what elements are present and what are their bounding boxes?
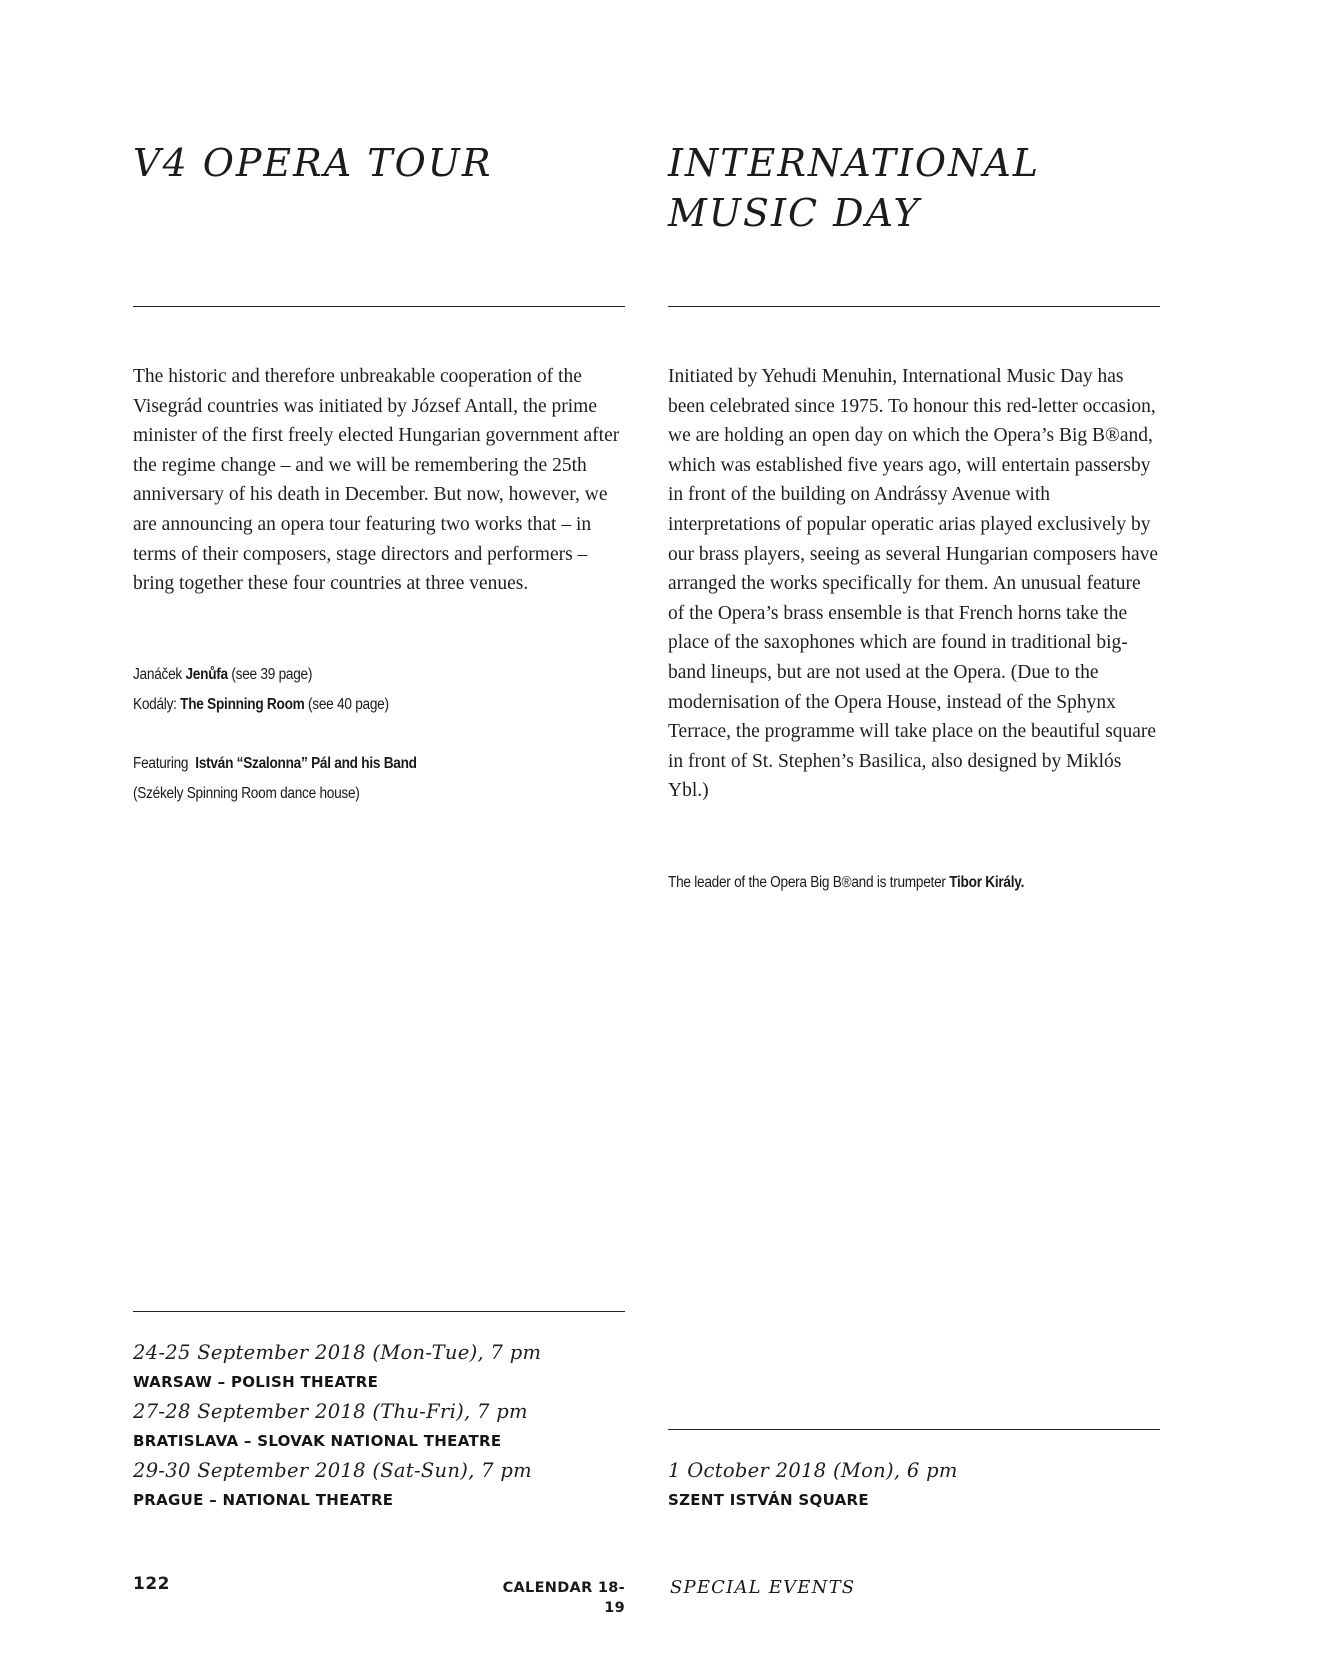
- right-body-text: Initiated by Yehudi Menuhin, International Music Day has been celebrated since 1975. To honour this red-letter occasion, we are holding an open day on which the Opera’s Big B®and, which was established five years ago, will entertain passersby in front of the building on Andrássy Avenue with interpretations of popular operatic arias played exclusively by our brass players, seeing as several Hungarian composers have arranged the works specifically for them. An unusual feature of the Opera’s brass ensemble is that French horns take the place of the saxophones which are found in traditional big-band lineups, but are not used at the Opera. (Due to the modernisation of the Opera House, instead of the Sphynx Terrace, the programme will take place on the beautiful square in front of St. Stephen’s Basilica, also designed by Miklós Ybl.): [668, 366, 1159, 802]
- event-date: 27-28 September 2018 (Thu-Fri), 7 pm: [133, 1400, 528, 1423]
- page-number: 122: [133, 1574, 170, 1594]
- event-venue: BRATISLAVA – SLOVAK NATIONAL THEATRE: [133, 1431, 502, 1450]
- left-title-text: V4 OPERA TOUR: [133, 141, 493, 185]
- event-date: 29-30 September 2018 (Sat-Sun), 7 pm: [133, 1459, 532, 1482]
- right-title-rule: [668, 306, 1160, 307]
- featuring-note: (Székely Spinning Room dance house): [133, 784, 360, 802]
- work-item-spinning-room: [133, 690, 626, 720]
- leader-prefix: The leader of the Opera Big B®and is trumpeter: [668, 874, 950, 891]
- featuring-prefix: Featuring: [133, 755, 196, 772]
- footer-calendar: CALENDAR 18-19: [502, 1580, 625, 1616]
- right-title: [668, 138, 1160, 238]
- featuring-block: [133, 749, 626, 808]
- featuring-line: [133, 749, 626, 779]
- event-venue: PRAGUE – NATIONAL THEATRE: [133, 1490, 394, 1509]
- work-composer: Janáček: [133, 666, 186, 683]
- work-composer: Kodály:: [133, 695, 181, 713]
- left-title-rule: [133, 306, 625, 307]
- work-ref: (see 40 page): [304, 695, 389, 713]
- right-dates: [668, 1456, 958, 1515]
- works-list: [133, 660, 626, 719]
- leader-line: [668, 868, 1161, 898]
- work-title: Jenůfa: [185, 666, 228, 683]
- right-title-line1: INTERNATIONAL: [668, 141, 1041, 185]
- featuring-name: István “Szalonna” Pál and his Band: [195, 755, 417, 772]
- right-title-line2: MUSIC DAY: [668, 191, 921, 235]
- leader-name: Tibor Király.: [949, 874, 1025, 891]
- event-venue: WARSAW – POLISH THEATRE: [133, 1372, 379, 1391]
- event-date: 24-25 September 2018 (Mon-Tue), 7 pm: [133, 1341, 542, 1364]
- left-title: [133, 138, 625, 188]
- left-dates: [133, 1338, 541, 1515]
- event-date: 1 October 2018 (Mon), 6 pm: [668, 1459, 958, 1482]
- right-dates-rule: [668, 1429, 1160, 1430]
- left-body-text: The historic and therefore unbreakable cooperation of the Visegrád countries was initiated by József Antall, the prime minister of the first freely elected Hungarian government after the regime change – and we will be remembering the 25th anniversary of his death in December. But now, however, we are announcing an opera tour featuring two works that – in terms of their composers, stage directors and performers – bring together these four countries at three venues.: [133, 366, 620, 595]
- leader-text: [668, 868, 1161, 898]
- footer-section: SPECIAL EVENTS: [670, 1577, 856, 1598]
- work-title: The Spinning Room: [180, 695, 305, 713]
- work-item-jenufa: [133, 660, 626, 690]
- work-ref: (see 39 page): [227, 666, 313, 683]
- left-dates-rule: [133, 1311, 625, 1312]
- event-venue: SZENT ISTVÁN SQUARE: [668, 1490, 869, 1509]
